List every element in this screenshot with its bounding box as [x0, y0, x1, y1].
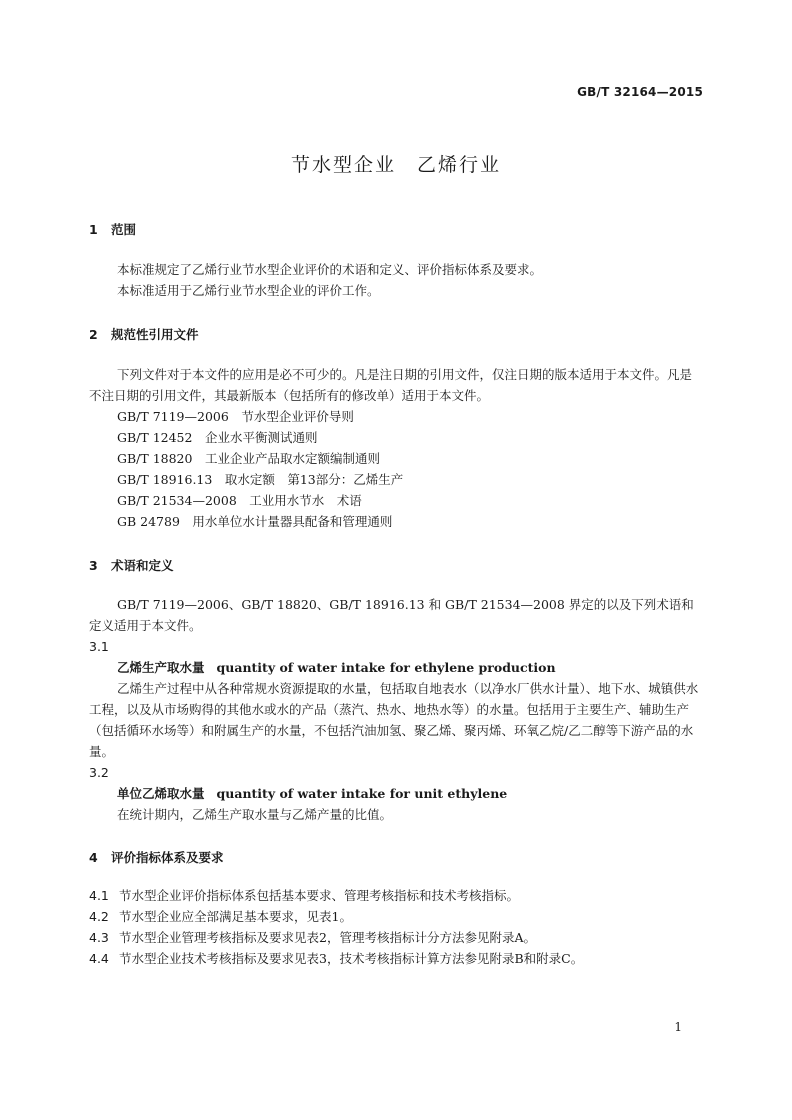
reference-item: GB 24789 用水单位水计量器具配备和管理通则 [117, 514, 393, 529]
term-chinese: 单位乙烯取水量 [117, 786, 205, 801]
clause [89, 948, 703, 969]
paragraph: GB/T 7119—2006、GB/T 18820、GB/T 18916.13 和 GB/T 21534—2008 界定的以及下列术语和定义适用于本文件。 [89, 597, 694, 633]
paragraph: 本标准规定了乙烯行业节水型企业评价的术语和定义、评价指标体系及要求。 [117, 262, 543, 277]
section-title: 规范性引用文件 [111, 327, 199, 342]
reference-item: GB/T 7119—2006 节水型企业评价导则 [117, 409, 354, 424]
reference-item: GB/T 21534—2008 工业用水节水 术语 [117, 493, 362, 508]
section-number: 3 [89, 558, 98, 573]
clause-number: 4.4 [89, 951, 109, 966]
section-3 [89, 556, 703, 574]
clause [89, 885, 703, 906]
section-1 [89, 220, 703, 238]
term-entry [89, 657, 703, 678]
standard-code: GB/T 32164—2015 [577, 85, 703, 99]
section-3-heading [89, 556, 703, 574]
clause [89, 906, 703, 927]
term-definition: 乙烯生产过程中从各种常规水资源提取的水量，包括取自地表水（以净水厂供水计量）、地下水、城镇供水工程，以及从市场购得的其他水或水的产品（蒸汽、热水、地热水等）的水量。包括用于主要生产、辅助生产（包括循环水场等）和附属生产的水量，不包括汽油加氢、聚乙烯、聚丙烯、环氧乙烷/乙二醇等下游产品的水量。 [89, 681, 699, 759]
clause-text: 节水型企业管理考核指标及要求见表2，管理考核指标计分方法参见附录A。 [119, 930, 536, 945]
clause-number: 4.1 [89, 888, 109, 903]
section-4-body [89, 885, 703, 969]
page-number: 1 [674, 1020, 682, 1034]
section-4 [89, 848, 703, 866]
section-title: 范围 [111, 222, 137, 237]
section-2-body [89, 364, 703, 532]
section-1-heading [89, 220, 703, 238]
reference-item: GB/T 18916.13 取水定额 第13部分：乙烯生产 [117, 472, 404, 487]
section-number: 4 [89, 850, 98, 865]
term-definition: 在统计期内，乙烯生产取水量与乙烯产量的比值。 [117, 807, 393, 822]
term-english: quantity of water intake for unit ethylene [216, 786, 508, 801]
term-english: quantity of water intake for ethylene production [216, 660, 556, 675]
term-entry [89, 783, 703, 804]
paragraph: 本标准适用于乙烯行业节水型企业的评价工作。 [117, 283, 380, 298]
section-title: 评价指标体系及要求 [111, 850, 224, 865]
section-2 [89, 325, 703, 343]
section-number: 1 [89, 222, 98, 237]
paragraph: 下列文件对于本文件的应用是必不可少的。凡是注日期的引用文件，仅注日期的版本适用于本文件。凡是不注日期的引用文件，其最新版本（包括所有的修改单）适用于本文件。 [89, 367, 693, 403]
clause [89, 927, 703, 948]
reference-item: GB/T 12452 企业水平衡测试通则 [117, 430, 318, 445]
clause-text: 节水型企业技术考核指标及要求见表3，技术考核指标计算方法参见附录B和附录C。 [119, 951, 584, 966]
document-title: 节水型企业 乙烯行业 [290, 154, 501, 176]
term-number: 3.1 [89, 639, 109, 654]
section-number: 2 [89, 327, 98, 342]
section-1-body [89, 259, 703, 301]
clause-number: 4.3 [89, 930, 109, 945]
clause-text: 节水型企业应全部满足基本要求，见表1。 [119, 909, 352, 924]
section-4-heading [89, 848, 703, 866]
section-2-heading [89, 325, 703, 343]
clause-number: 4.2 [89, 909, 109, 924]
term-number: 3.2 [89, 765, 109, 780]
section-title: 术语和定义 [111, 558, 174, 573]
term-chinese: 乙烯生产取水量 [117, 660, 205, 675]
reference-item: GB/T 18820 工业企业产品取水定额编制通则 [117, 451, 380, 466]
clause-text: 节水型企业评价指标体系包括基本要求、管理考核指标和技术考核指标。 [119, 888, 520, 903]
section-3-body [89, 594, 703, 825]
